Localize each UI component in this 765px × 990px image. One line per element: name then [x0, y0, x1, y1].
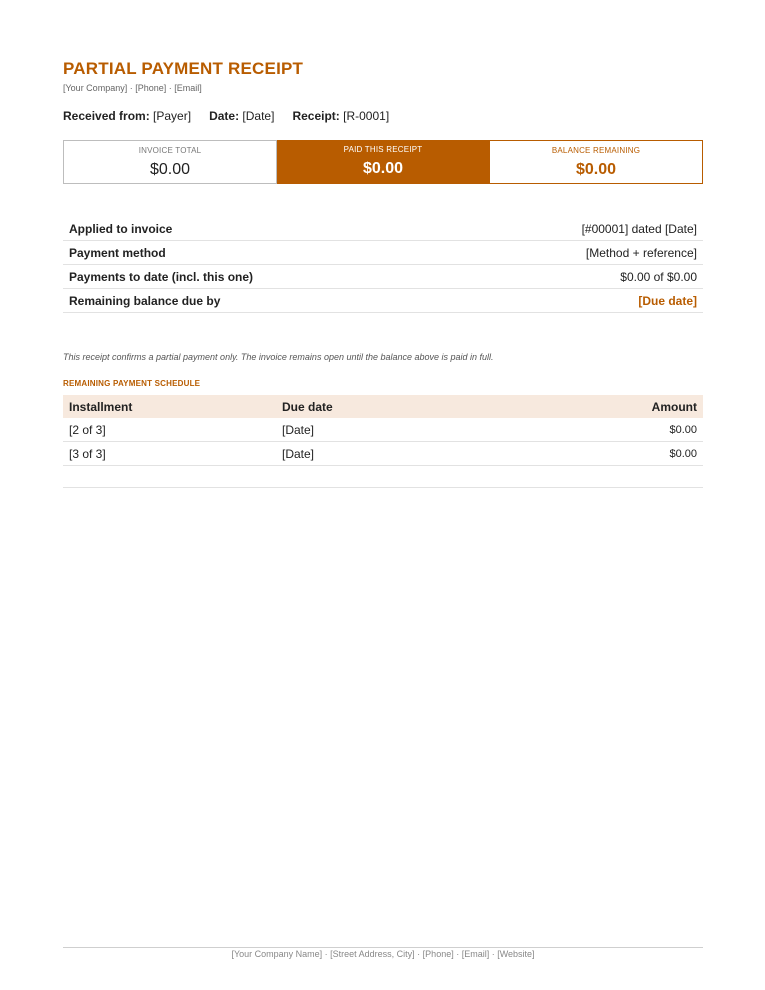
receipt-page	[63, 58, 703, 488]
receipt-number	[292, 108, 389, 124]
detail-row	[63, 241, 703, 265]
detail-row	[63, 289, 703, 313]
receipt-label: Receipt:	[292, 109, 340, 123]
amount-cell: $0.00	[499, 418, 703, 442]
invoice-total-value: $0.00	[149, 161, 191, 178]
balance-label: BALANCE REMAINING	[551, 146, 641, 155]
detail-value: [Method + reference]	[451, 241, 703, 265]
date-label: Date:	[209, 109, 240, 123]
detail-row	[63, 265, 703, 289]
installment-cell: [2 of 3]	[63, 418, 276, 442]
detail-key: Payments to date (incl. this one)	[63, 265, 451, 289]
due-date-cell: [Date]	[276, 418, 499, 442]
invoice-total-label: INVOICE TOTAL	[138, 146, 202, 155]
detail-key: Applied to invoice	[63, 217, 451, 241]
amount-cell: $0.00	[499, 442, 703, 466]
date-value: [Date]	[242, 109, 275, 123]
column-header-due-date: Due date	[276, 395, 499, 418]
page-footer: [Your Company Name] · [Street Address, City] · [Phone] · [Email] · [Website]	[63, 947, 703, 960]
paid-this-receipt-box	[277, 140, 489, 184]
paid-label: PAID THIS RECEIPT	[343, 145, 423, 154]
received-from-value: [Payer]	[153, 109, 192, 123]
received-from-label: Received from:	[63, 109, 150, 123]
payment-details-table	[63, 217, 703, 313]
schedule-heading: REMAINING PAYMENT SCHEDULE	[63, 379, 201, 388]
balance-value: $0.00	[575, 161, 617, 178]
receipt-value: [R-0001]	[343, 109, 390, 123]
receipt-date	[209, 108, 274, 124]
detail-value: $0.00 of $0.00	[451, 265, 703, 289]
detail-row	[63, 217, 703, 241]
partial-payment-note: This receipt confirms a partial payment only. The invoice remains open until the balance above is paid in full.	[63, 352, 494, 362]
page-title: PARTIAL PAYMENT RECEIPT	[63, 59, 304, 78]
detail-key: Payment method	[63, 241, 451, 265]
schedule-header-row	[63, 395, 703, 418]
table-row	[63, 418, 703, 442]
paid-value: $0.00	[362, 160, 404, 177]
column-header-amount: Amount	[499, 395, 703, 418]
summary-boxes	[63, 140, 703, 184]
detail-key: Remaining balance due by	[63, 289, 451, 313]
due-date-cell: [Date]	[276, 442, 499, 466]
schedule-divider	[63, 487, 703, 488]
company-contact-line: [Your Company] · [Phone] · [Email]	[63, 83, 202, 93]
due-date-value: [Due date]	[451, 289, 703, 313]
table-row	[63, 442, 703, 466]
column-header-installment: Installment	[63, 395, 276, 418]
received-from	[63, 108, 191, 124]
detail-value: [#00001] dated [Date]	[451, 217, 703, 241]
installment-cell: [3 of 3]	[63, 442, 276, 466]
receipt-meta	[63, 108, 703, 124]
payment-schedule-table	[63, 395, 703, 466]
balance-remaining-box	[489, 140, 703, 184]
invoice-total-box	[63, 140, 277, 184]
